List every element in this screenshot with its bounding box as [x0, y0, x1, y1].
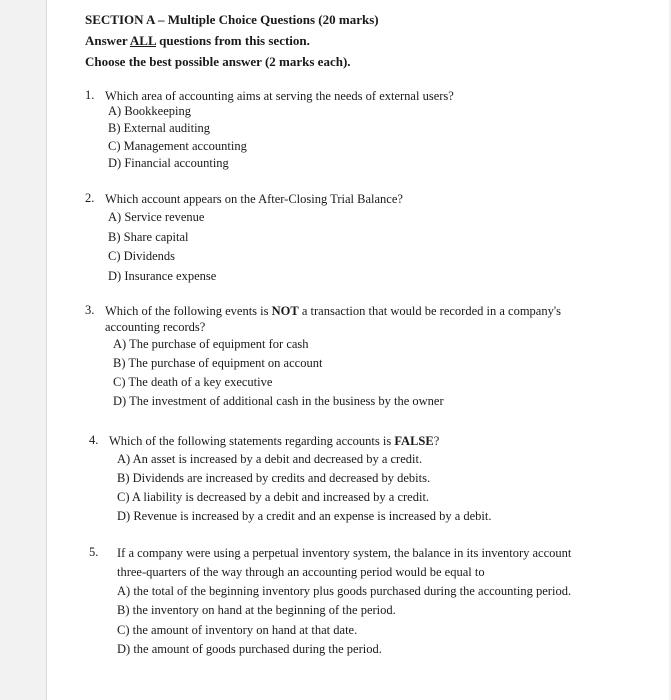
stem-emphasis: FALSE	[394, 434, 434, 448]
stem-text: a transaction that would be recorded in a company's	[298, 304, 561, 318]
question-stem	[109, 433, 439, 449]
document-page	[46, 0, 669, 700]
question-number: 1.	[85, 88, 95, 102]
question-stem: Which account appears on the After-Closing Trial Balance?	[105, 192, 403, 206]
option-a: A) the total of the beginning inventory plus goods purchased during the accounting period.	[117, 584, 572, 598]
option-d: D) Financial accounting	[108, 156, 229, 170]
answer-instruction	[85, 30, 379, 51]
option-a: A) The purchase of equipment for cash	[113, 337, 309, 351]
option-b: B) Share capital	[108, 230, 189, 244]
question-stem-line-2: accounting records?	[105, 320, 206, 334]
option-c: C) Dividends	[108, 249, 176, 263]
option-d: D) Revenue is increased by a credit and an expense is increased by a debit.	[117, 509, 492, 523]
option-b: B) the inventory on hand at the beginning of the period.	[117, 603, 396, 617]
stem-text: ?	[433, 434, 440, 448]
option-b: B) The purchase of equipment on account	[113, 356, 323, 370]
question-number: 3.	[85, 303, 95, 317]
answer-suffix: questions from this section.	[155, 33, 310, 48]
option-b: B) Dividends are increased by credits and decreased by debits.	[117, 471, 431, 485]
question-stem: If a company were using a perpetual inventory system, the balance in its inventory account	[117, 546, 572, 560]
choose-instruction: Choose the best possible answer (2 marks each).	[85, 54, 351, 69]
section-title: SECTION A – Multiple Choice Questions (20 marks)	[85, 12, 379, 27]
stem-text: Which of the following events is	[105, 304, 272, 318]
question-number: 5.	[89, 545, 99, 559]
question-number: 2.	[85, 191, 95, 205]
option-c: C) The death of a key executive	[113, 375, 273, 389]
option-d: D) Insurance expense	[108, 269, 217, 283]
option-c: C) Management accounting	[108, 139, 247, 153]
option-b: B) External auditing	[108, 121, 211, 135]
option-d: D) The investment of additional cash in the business by the owner	[113, 394, 444, 408]
option-a: A) An asset is increased by a debit and decreased by a credit.	[117, 452, 423, 466]
option-c: C) A liability is decreased by a debit and increased by a credit.	[117, 490, 430, 504]
option-a: A) Bookkeeping	[108, 104, 191, 118]
question-stem-line-2: three-quarters of the way through an accounting period would be equal to	[117, 565, 485, 579]
option-a: A) Service revenue	[108, 210, 205, 224]
option-d: D) the amount of goods purchased during the period.	[117, 642, 382, 656]
section-header	[85, 9, 379, 72]
answer-prefix: Answer	[85, 33, 130, 48]
question-stem	[105, 303, 561, 319]
question-stem: Which area of accounting aims at serving the needs of external users?	[105, 89, 454, 103]
stem-emphasis: NOT	[271, 304, 299, 318]
answer-all: ALL	[129, 33, 156, 48]
question-number: 4.	[89, 433, 99, 447]
stem-text: Which of the following statements regarding accounts is	[109, 434, 395, 448]
option-c: C) the amount of inventory on hand at that date.	[117, 623, 358, 637]
